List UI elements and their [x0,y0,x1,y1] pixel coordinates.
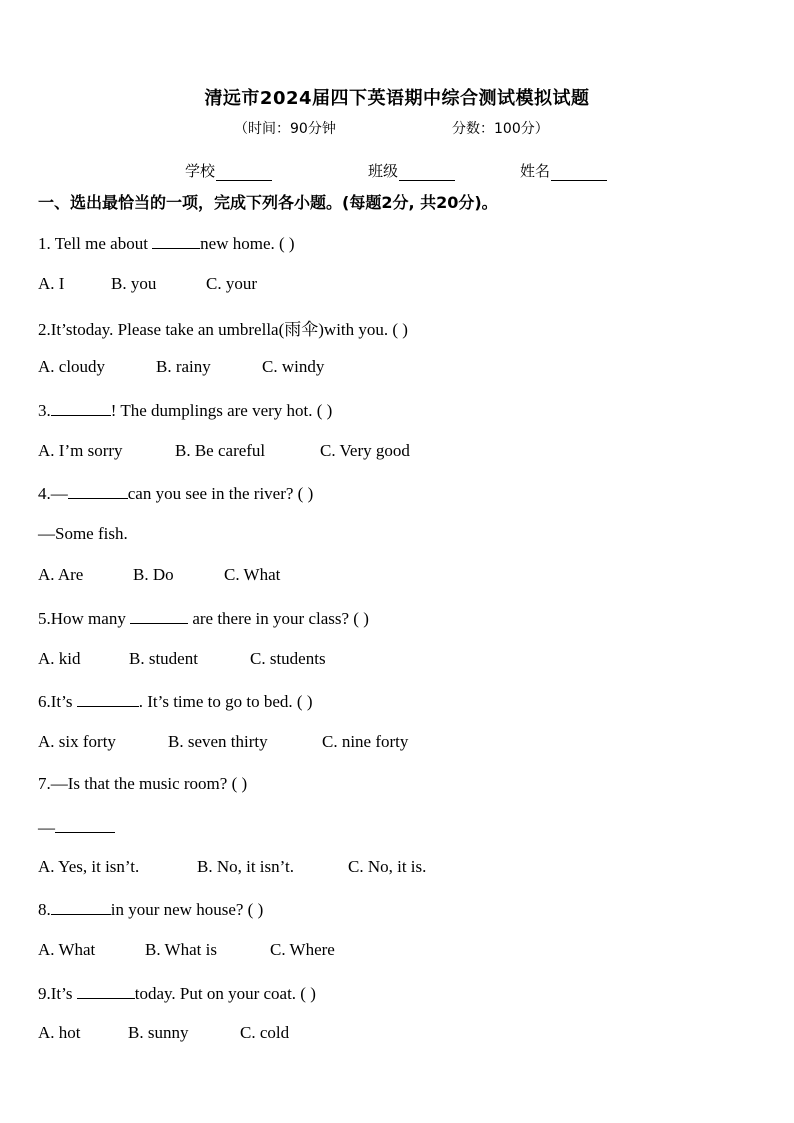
question-9 [38,982,316,1004]
question-5 [38,607,369,629]
name-label: 姓名 [520,162,551,180]
question-text: can you see in the river? ( ) [127,484,314,503]
question-3 [38,399,332,421]
option-c: C. What [224,565,281,584]
option-a: A. What [38,940,96,959]
question-text: 3. [38,401,51,420]
question-text: . It’s time to go to bed. ( ) [138,692,313,711]
question-text: 1. Tell me about [38,234,153,253]
school-blank [216,166,272,181]
question-text: today. Put on your coat. ( ) [134,984,316,1003]
options-1 [38,274,257,294]
answer-blank [130,607,188,624]
options-2 [38,357,324,377]
answer-blank [55,816,115,833]
exam-score: 分数：100分） [452,121,549,137]
question-text: 6.It’s [38,692,77,711]
option-c: C. your [206,274,257,293]
option-a: A. I’m sorry [38,441,123,460]
option-b: B. No, it isn’t. [197,857,294,876]
option-c: C. cold [240,1023,290,1042]
answer-blank [152,232,200,249]
class-label: 班级 [368,162,399,180]
question-text: 2.It’stoday. Please take an umbrella(雨伞)with you. ( ) [38,320,408,339]
option-c: C. windy [262,357,325,376]
school-label: 学校 [185,162,216,180]
options-3 [38,441,410,461]
options-9 [38,1023,289,1043]
options-5 [38,649,326,669]
exam-time: （时间：90分钟 [234,121,336,137]
option-c: C. students [250,649,326,668]
options-4 [38,565,280,585]
question-1 [38,232,295,254]
option-b: B. sunny [128,1023,189,1042]
option-a: A. Yes, it isn’t. [38,857,140,876]
option-b: B. Do [133,565,174,584]
question-text: ! The dumplings are very hot. ( ) [110,401,333,420]
question-6 [38,690,313,712]
option-a: A. hot [38,1023,81,1042]
options-7 [38,857,426,877]
section-heading: 一、选出最恰当的一项，完成下列各小题。(每题2分, 共20分)。 [38,193,498,212]
answer-blank [51,399,111,416]
answer-blank [77,690,139,707]
options-8 [38,940,335,960]
options-6 [38,732,408,752]
question-text: 7.—Is that the music room? ( ) [38,774,248,793]
question-text: 9.It’s [38,984,77,1003]
option-a: A. six forty [38,732,116,751]
option-c: C. Where [270,940,335,959]
option-a: A. cloudy [38,357,106,376]
question-text: are there in your class? ( ) [188,609,369,628]
option-b: B. you [111,274,157,293]
class-field [368,160,455,181]
option-c: C. Very good [320,441,410,460]
option-a: A. Are [38,565,84,584]
option-c: C. No, it is. [348,857,427,876]
school-field [185,160,272,181]
question-8 [38,898,263,920]
class-blank [399,166,455,181]
option-a: A. kid [38,649,81,668]
question-text: 4.— [38,484,68,503]
answer-blank [51,898,111,915]
question-text: 5.How many [38,609,131,628]
page-title: 清远市2024届四下英语期中综合测试模拟试题 [204,88,590,109]
option-b: B. Be careful [175,441,266,460]
question-7 [38,774,247,794]
option-c: C. nine forty [322,732,409,751]
question-2 [38,315,408,340]
question-text: 8. [38,900,51,919]
question-text: in your new house? ( ) [110,900,264,919]
dash: — [38,818,55,837]
question-4 [38,482,313,504]
question-text: new home. ( ) [200,234,295,253]
answer-blank [77,982,135,999]
option-b: B. What is [145,940,217,959]
option-b: B. student [129,649,198,668]
question-7-answer [38,816,115,838]
option-a: A. I [38,274,65,293]
option-b: B. seven thirty [168,732,268,751]
option-b: B. rainy [156,357,211,376]
name-field [520,160,607,181]
name-blank [551,166,607,181]
answer-blank [68,482,128,499]
question-4-answer: —Some fish. [38,524,128,543]
